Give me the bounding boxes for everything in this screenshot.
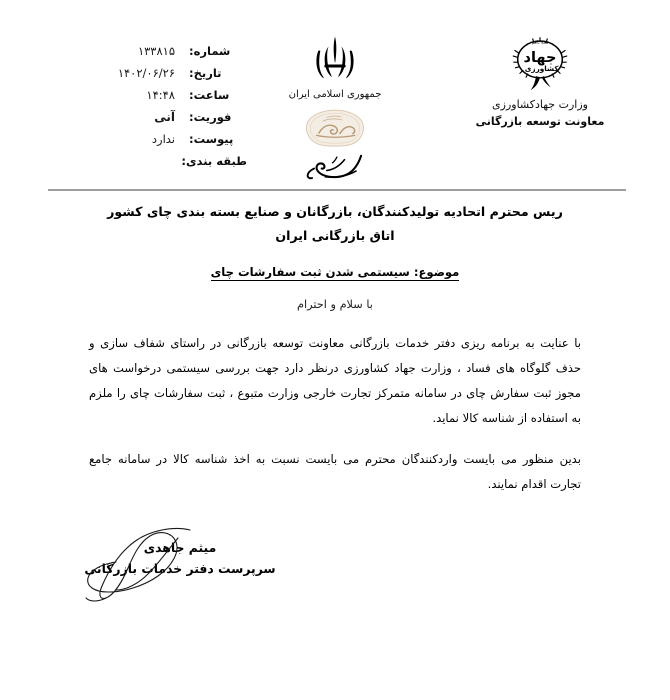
meta-value-attachment: ندارد [151,132,175,146]
meta-label-attachment: پیوست: [189,132,234,146]
letter-meta-fields [72,40,247,172]
meta-row-attachment [72,128,247,150]
meta-row-time [72,84,247,106]
ornamental-watermark-stamp-icon [298,108,372,148]
iran-national-emblem-icon [307,34,363,86]
ministry-name: وزارت جهادکشاورزی [492,98,588,111]
paragraph-2: بدین منظور می بایست واردکنندگان محترم می بایست نسبت به اخذ شناسه کالا در سامانه جامع تجارت اقدام نمایند. [89,452,581,491]
logo-sub-text: کشاورزی [524,64,559,74]
logo-main-text: جهاد [523,50,557,67]
subject-underlined [211,265,460,281]
addressee-block [55,200,615,248]
meta-label-urgency: فوریت: [189,110,232,124]
jahad-keshavarzi-logo-icon [509,36,571,94]
meta-label-classification: طبقه بندی: [181,154,247,168]
subject-line [0,265,670,279]
subject-text: سیستمی شدن ثبت سفارشات چای [210,265,410,279]
meta-row-number [72,40,247,62]
paragraph-1: با عنایت به برنامه ریزی دفتر خدمات بازرگانی معاونت توسعه بازرگانی در راستای شفاف سازی و حذف گلوگاه های فساد ، وزارت جهاد کشاورزی درنظر دارد جهت بررسی سیستمی درخواست های مجوز ثبت سفارش چای در سامانه متمرکز تجارت خارجی وزارت متبوع ، ثبت سفارشات چای را ملزم به استفاده از شناسه کالا نماید. [89,336,581,425]
meta-row-urgency [72,106,247,128]
subject-label: موضوع: [413,265,460,279]
meta-row-classification [72,150,247,172]
ministry-logo-group [465,36,615,128]
signature-block [0,540,360,577]
signer-title: سرپرست دفتر خدمات بازرگانی [84,561,276,576]
logo-top-text: همه باهم [531,40,549,46]
signer-name: میثم جاهدی [143,540,217,555]
persian-calligraphy-icon [300,149,370,183]
meta-value-number: ۱۳۳۸۱۵ [137,44,175,58]
meta-label-date: تاریخ: [189,66,222,80]
meta-value-date: ۱۴۰۲/۰۶/۲۶ [117,66,175,80]
meta-label-time: ساعت: [189,88,230,102]
meta-value-time: ۱۴:۴۸ [146,88,175,102]
center-emblem-group [250,34,420,183]
addressee-line-1: ریس محترم اتحادیه تولیدکنندگان، بازرگانان و صنایع بسته بندی چای کشور [107,204,563,219]
meta-label-number: شماره: [189,44,231,58]
signature-wrap [58,540,301,576]
salutation: با سلام و احترام [297,298,373,311]
letter-body [0,200,670,497]
letterhead [0,0,670,175]
meta-value-urgency: آنی [154,110,175,124]
meta-row-date [72,62,247,84]
addressee-line-2: اتاق بازرگانی ایران [275,228,395,243]
emblem-caption: جمهوری اسلامی ایران [288,89,382,100]
ministry-department: معاونت توسعه بازرگانی [475,115,605,128]
header-divider [48,189,626,191]
